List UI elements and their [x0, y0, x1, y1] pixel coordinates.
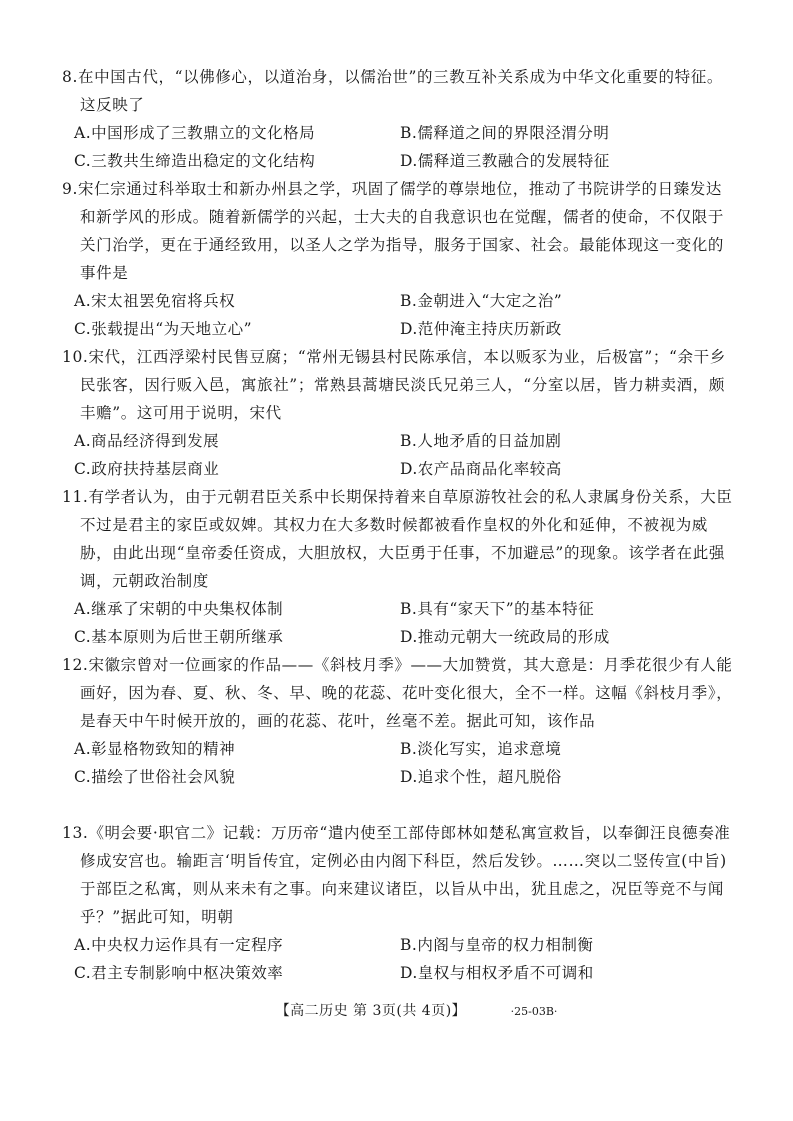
option-c: C.君主专制影响中枢决策效率: [74, 964, 284, 982]
option-b: B.儒释道之间的界限泾渭分明: [400, 124, 610, 142]
options-group: [74, 427, 734, 483]
option-a: A.继承了宋朝的中央集权体制: [74, 600, 284, 618]
options-group: [74, 287, 734, 343]
option-d: D.皇权与相权矛盾不可调和: [400, 964, 594, 982]
option-c: C.政府扶持基层商业: [74, 460, 220, 478]
option-a: A.彰显格物致知的精神: [74, 740, 236, 758]
options-group: [74, 735, 734, 791]
question-8: [62, 63, 734, 175]
option-d: D.农产品商品化率较高: [400, 460, 562, 478]
option-b: B.内阁与皇帝的权力相制衡: [400, 936, 594, 954]
option-c: C.张载提出“为天地立心”: [74, 320, 253, 338]
question-12: [62, 651, 734, 791]
question-10: [62, 343, 734, 483]
options-group: [74, 119, 734, 175]
question-stem: 10.宋代，江西浮梁村民售豆腐；“常州无锡县村民陈承信，本以贩豕为业，后极富”；“余干乡民张客，因行贩入邑，寓旅社”；常熟县蒿塘民淡氏兄弟三人，“分室以居，皆力耕卖酒，颇丰赡”。这可用于说明，宋代: [62, 348, 726, 422]
footer-page-label: 【高二历史 第 3页(共 4页)】: [275, 1003, 467, 1019]
options-group: [74, 595, 734, 651]
page-footer: [0, 1000, 793, 1020]
footer-exam-code: ·25-03B·: [510, 1005, 558, 1018]
option-d: D.范仲淹主持庆历新政: [400, 320, 562, 338]
option-d: D.追求个性，超凡脱俗: [400, 768, 562, 786]
question-stem: 11.有学者认为，由于元朝君臣关系中长期保持着来自草原游牧社会的私人隶属身份关系，大臣不过是君主的家臣或奴婢。其权力在大多数时候都被看作皇权的外化和延伸，不被视为威胁，由此出现“皇帝委任资成，大胆放权，大臣勇于任事，不加避忌”的现象。该学者在此强调，元朝政治制度: [62, 488, 733, 590]
option-c: C.三教共生缔造出稳定的文化结构: [74, 152, 316, 170]
option-b: B.具有“家天下”的基本特征: [400, 600, 595, 618]
question-stem: 9.宋仁宗通过科举取士和新办州县之学，巩固了儒学的尊崇地位，推动了书院讲学的日臻发达和新学风的形成。随着新儒学的兴起，士大夫的自我意识也在觉醒，儒者的使命，不仅限于关门治学，更在于通经致用，以圣人之学为指导，服务于国家、社会。最能体现这一变化的事件是: [62, 180, 725, 282]
options-group: [74, 931, 734, 987]
option-b: B.淡化写实，追求意境: [400, 740, 562, 758]
option-d: D.儒释道三教融合的发展特征: [400, 152, 610, 170]
option-c: C.基本原则为后世王朝所继承: [74, 628, 284, 646]
option-a: A.中国形成了三教鼎立的文化格局: [74, 124, 316, 142]
option-b: B.金朝进入“大定之治”: [400, 292, 563, 310]
option-a: A.商品经济得到发展: [74, 432, 220, 450]
option-b: B.人地矛盾的日益加剧: [400, 432, 562, 450]
option-a: A.宋太祖罢免宿将兵权: [74, 292, 236, 310]
option-c: C.描绘了世俗社会风貌: [74, 768, 236, 786]
question-stem: 8.在中国古代，“以佛修心，以道治身，以儒治世”的三教互补关系成为中华文化重要的特征。这反映了: [62, 68, 723, 114]
question-stem: 12.宋徽宗曾对一位画家的作品——《斜枝月季》——大加赞赏，其大意是：月季花很少有人能画好，因为春、夏、秋、冬、早、晚的花蕊、花叶变化很大，全不一样。这幅《斜枝月季》，是春天中午时候开放的，画的花蕊、花叶，丝毫不差。据此可知，该作品: [62, 656, 733, 730]
question-9: [62, 175, 734, 343]
question-stem: 13.《明会要·职官二》记载：万历帝“遣内使至工部侍郎林如楚私寓宣救旨，以奉御汪良德奏准修成安宫也。输距言‘明旨传宜，定例必由内阁下科臣，然后发钞。……突以二竖传宣(中旨)于部臣之私寓，则从来未有之事。向来建议诸臣，以旨从中出，犹且虑之，况臣等竞不与闻乎？”据此可知，明朝: [62, 824, 731, 926]
option-a: A.中央权力运作具有一定程序: [74, 936, 284, 954]
question-13: [62, 819, 734, 987]
option-d: D.推动元朝大一统政局的形成: [400, 628, 610, 646]
question-11: [62, 483, 734, 651]
